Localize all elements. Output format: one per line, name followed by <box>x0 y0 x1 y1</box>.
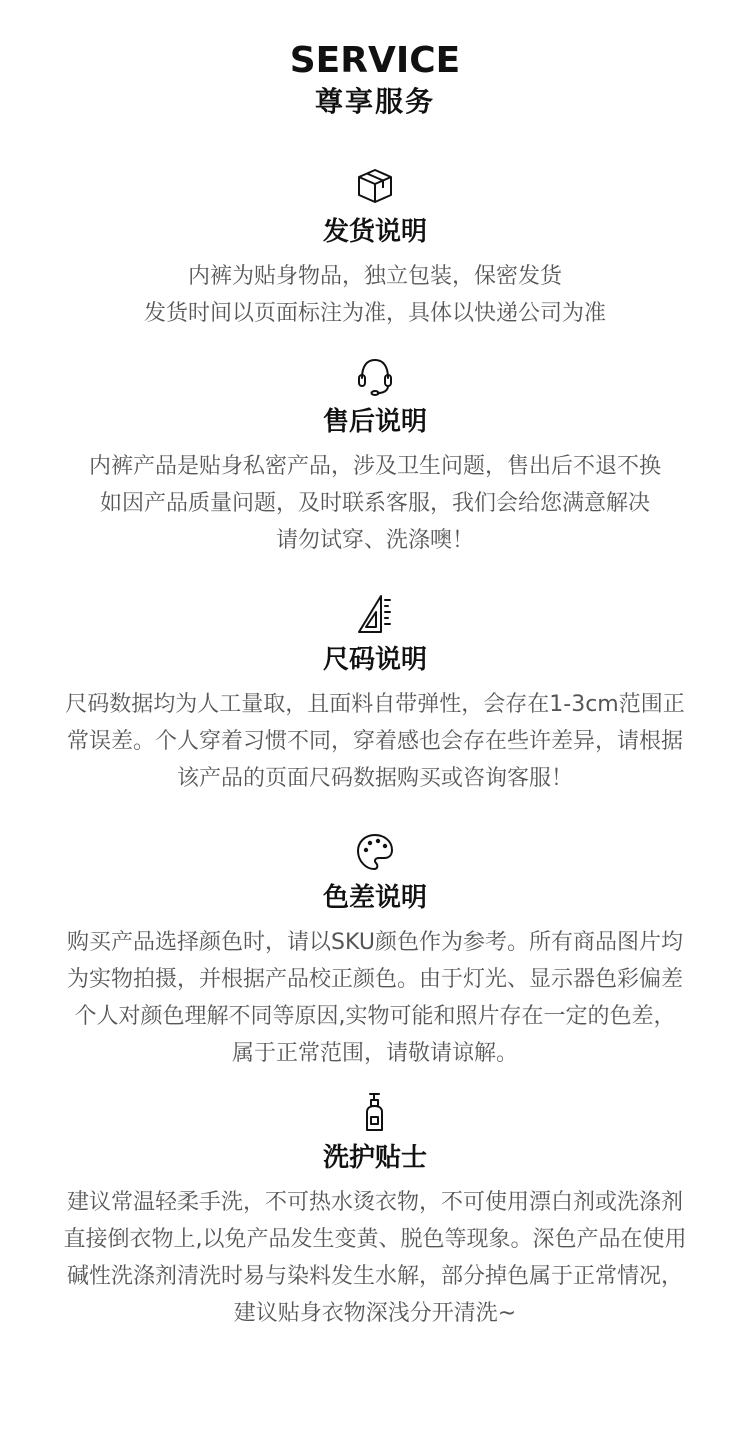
section-line: 建议贴身衣物深浅分开清洗~ <box>233 1301 517 1326</box>
section-title: 售后说明 <box>322 407 427 437</box>
service-title-en: SERVICE <box>289 40 461 81</box>
section-body <box>0 448 750 559</box>
section-line: 属于正常范围，请敬请谅解。 <box>231 1041 518 1066</box>
section-line: 购买产品选择颜色时，请以SKU颜色作为参考。所有商品图片均 <box>67 930 683 955</box>
section-body <box>0 924 750 1072</box>
section-line: 为实物拍摄，并根据产品校正颜色。由于灯光、显示器色彩偏差 <box>66 967 683 992</box>
section-line: 建议常温轻柔手洗，不可热水烫衣物，不可使用漂白剂或洗涤剂 <box>66 1190 683 1215</box>
section-line: 内裤为贴身物品，独立包装，保密发货 <box>187 264 562 289</box>
section-title: 色差说明 <box>322 883 427 913</box>
headset-icon <box>353 354 397 398</box>
section-line: 该产品的页面尺码数据购买或咨询客服！ <box>176 766 573 791</box>
section-line: 个人对颜色理解不同等原因,实物可能和照片存在一定的色差， <box>74 1004 676 1029</box>
section-line: 发货时间以页面标注为准，具体以快递公司为准 <box>143 301 606 326</box>
section-title: 洗护贴士 <box>322 1143 427 1173</box>
box-icon <box>353 164 397 208</box>
section-line: 碱性洗涤剂清洗时易与染料发生水解，部分掉色属于正常情况， <box>66 1264 683 1289</box>
section-shipping <box>0 164 750 332</box>
ruler-triangle-icon <box>353 592 397 636</box>
palette-icon <box>353 830 397 874</box>
section-line: 请勿试穿、洗涤噢！ <box>275 528 474 553</box>
section-line: 尺码数据均为人工量取，且面料自带弹性，会存在1-3cm范围正 <box>65 692 685 717</box>
section-line: 直接倒衣物上,以免产品发生变黄、脱色等现象。深色产品在使用 <box>63 1227 687 1252</box>
section-body <box>0 686 750 797</box>
section-line: 内裤产品是贴身私密产品，涉及卫生问题，售出后不退不换 <box>88 454 661 479</box>
service-title-cn: 尊享服务 <box>314 85 435 118</box>
section-title: 发货说明 <box>322 217 427 247</box>
section-body <box>0 1184 750 1332</box>
section-body <box>0 258 750 332</box>
section-title: 尺码说明 <box>322 645 427 675</box>
soap-bottle-icon <box>353 1090 397 1134</box>
section-sizing <box>0 592 750 797</box>
section-care-tips <box>0 1090 750 1332</box>
section-after-sales <box>0 354 750 559</box>
section-color-difference <box>0 830 750 1072</box>
section-line: 常误差。个人穿着习惯不同，穿着感也会存在些许差异，请根据 <box>66 729 683 754</box>
section-line: 如因产品质量问题，及时联系客服，我们会给您满意解决 <box>99 491 650 516</box>
